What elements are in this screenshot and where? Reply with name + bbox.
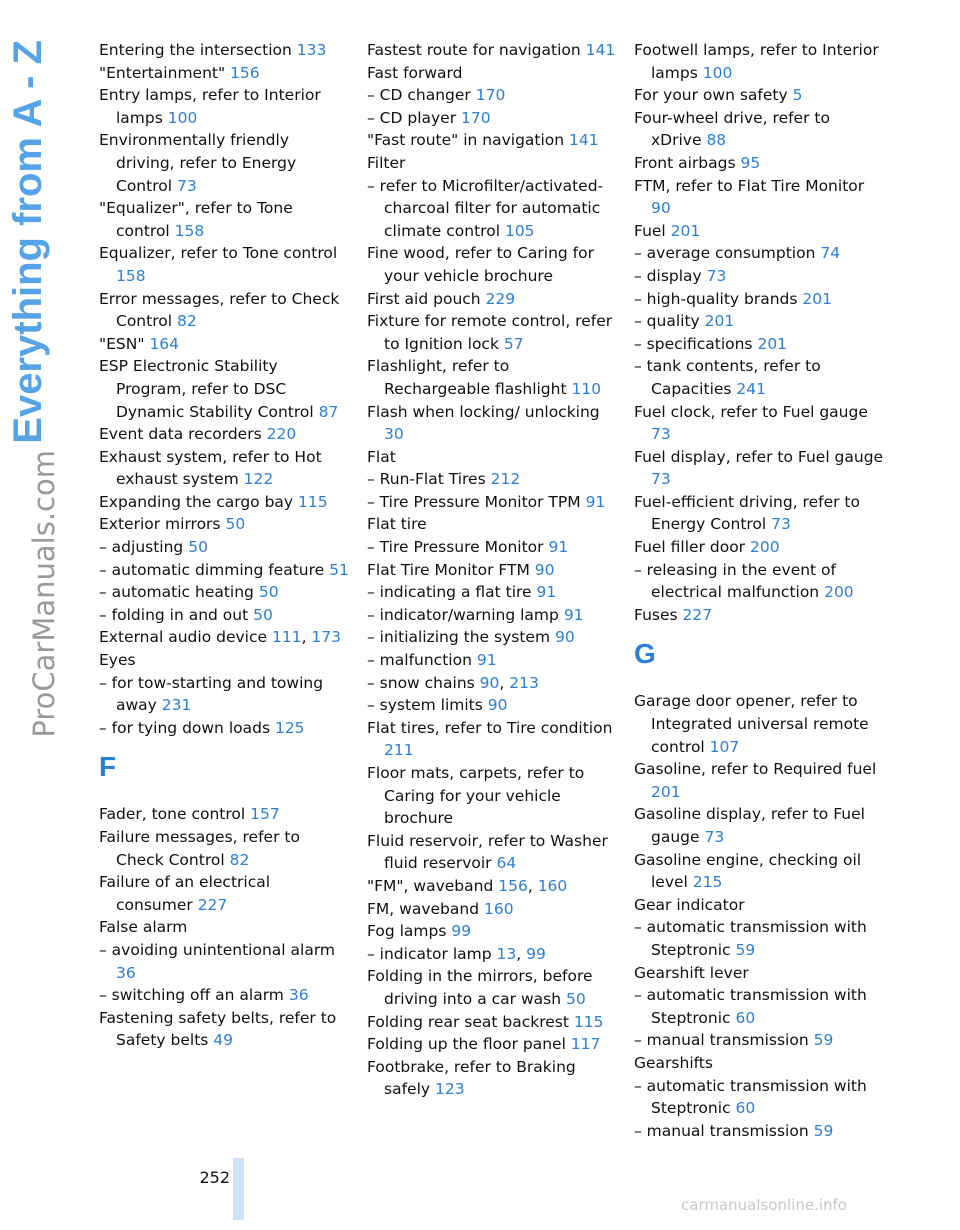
index-entry: – indicator lamp 13, 99 — [367, 944, 546, 963]
page-reference-link[interactable]: 170 — [475, 86, 506, 105]
page-reference-link[interactable]: 227 — [197, 895, 228, 914]
page-reference-link[interactable]: 90 — [487, 696, 508, 715]
index-entry-term: – refer to Microfilter/activated-charcoal filter for automatic climate control — [367, 176, 604, 240]
index-entry — [367, 536, 617, 559]
index-entry-term: Fuel clock, refer to Fuel gauge — [634, 402, 868, 421]
index-entry-term: Fog lamps — [367, 922, 447, 941]
index-entry — [367, 920, 617, 943]
index-entry-term: Front airbags — [634, 153, 736, 172]
index-entry-term: Exhaust system, refer to Hot exhaust system — [99, 447, 322, 489]
page-reference-link[interactable]: 125 — [274, 718, 305, 737]
index-entry — [367, 175, 617, 243]
index-entry — [634, 1052, 884, 1075]
page-reference-link[interactable]: 227 — [682, 605, 713, 624]
page-reference-link[interactable]: 215 — [692, 873, 723, 892]
page-reference-link[interactable]: 157 — [250, 805, 280, 824]
index-entry-term: – CD changer — [367, 86, 471, 105]
index-entry — [634, 536, 884, 559]
index-entry-term: Fuel — [634, 221, 666, 240]
page-reference-link[interactable]: 111 — [271, 628, 302, 647]
index-entry — [99, 916, 349, 939]
index-entry-term: Gasoline engine, checking oil level — [634, 850, 862, 892]
index-entry — [99, 604, 349, 627]
index-entry — [367, 513, 617, 536]
index-entry — [367, 1056, 617, 1101]
page-reference-link[interactable]: 122 — [243, 470, 274, 489]
page-reference-link[interactable]: 156 — [230, 63, 260, 82]
index-letter-heading: G — [634, 638, 656, 670]
index-entry — [634, 559, 884, 604]
index-entry-term: Fuel display, refer to Fuel gauge — [634, 447, 884, 466]
index-entry — [99, 581, 349, 604]
page-reference-link[interactable]: 213 — [509, 673, 539, 692]
index-entry — [367, 446, 617, 469]
index-entry — [367, 559, 617, 582]
index-entry — [634, 758, 884, 803]
index-entry — [634, 894, 884, 917]
page-reference-link[interactable]: 82 — [176, 312, 197, 331]
page-reference-link[interactable]: 73 — [771, 515, 791, 534]
page-reference-link[interactable]: 82 — [229, 850, 250, 869]
index-column-2 — [367, 39, 617, 1101]
index-column-1 — [99, 39, 349, 1052]
index-entry-term: Failure of an electrical consumer — [99, 873, 271, 914]
source-watermark — [24, 450, 64, 1230]
index-entry-term: Folding in the mirrors, before driving into a car wash — [367, 967, 593, 1008]
page-reference-link[interactable]: 99 — [526, 944, 546, 963]
index-entry-term: – specifications — [634, 334, 753, 353]
index-entry-term: Entry lamps, refer to Interior lamps — [99, 86, 321, 127]
page-reference-link[interactable]: 100 — [167, 108, 198, 127]
index-entry-term: – automatic transmission with Steptronic — [634, 918, 867, 959]
index-entry — [634, 288, 884, 311]
index-entry-term: – releasing in the event of electrical malfunction — [634, 560, 836, 602]
page-number: 252 — [199, 1168, 230, 1187]
index-entry-term: Flat Tire Monitor FTM — [367, 560, 530, 579]
index-entry — [634, 152, 884, 175]
index-entry-term: Environmentally friendly driving, refer to Energy Control — [99, 131, 297, 195]
index-entry: "FM", waveband 156, 160 — [367, 876, 568, 895]
index-entry-term: First aid pouch — [367, 289, 481, 308]
index-entry-term: Flash when locking/ unlocking — [367, 402, 600, 421]
index-entry-term: Fastening safety belts, refer to Safety belts — [99, 1008, 337, 1050]
index-entry-term: Equalizer, refer to Tone control — [99, 244, 338, 263]
index-entry-term: ESP Electronic Stability Program, refer to DSC Dynamic Stability Control — [99, 357, 314, 421]
index-entry — [634, 491, 884, 536]
index-entry-term: – Run-Flat Tires — [367, 470, 486, 489]
index-entry-term: – display — [634, 266, 702, 285]
index-entry-term: "FM", waveband — [367, 876, 494, 895]
index-entry — [99, 513, 349, 536]
index-entry-term: False alarm — [99, 918, 188, 937]
index-entry-term: – manual transmission — [634, 1031, 809, 1050]
index-entry — [367, 649, 617, 672]
page-reference-link[interactable]: 73 — [651, 425, 671, 444]
page-reference-link[interactable]: 90 — [534, 560, 555, 579]
index-entry — [634, 355, 884, 400]
page-reference-link[interactable]: 220 — [266, 425, 297, 444]
page-reference-link[interactable]: 156 — [498, 876, 528, 895]
page-reference-link[interactable]: 141 — [585, 41, 616, 59]
index-entry-term: "Equalizer", refer to Tone control — [99, 199, 293, 240]
index-entry-term: – average consumption — [634, 244, 816, 263]
index-entry-term: – automatic transmission with Steptronic — [634, 986, 867, 1027]
source-watermark-text: ProCarManuals.com — [27, 450, 61, 738]
index-entry — [634, 84, 884, 107]
page-reference-link[interactable]: 49 — [213, 1031, 234, 1050]
page-reference-link[interactable]: 133 — [296, 41, 327, 59]
index-entry-term: Folding up the floor panel — [367, 1035, 566, 1054]
page-reference-link[interactable]: 73 — [706, 266, 727, 285]
index-entry-term: – Tire Pressure Monitor TPM — [367, 492, 581, 511]
index-entry — [99, 423, 349, 446]
page-reference-link[interactable]: 50 — [225, 515, 246, 534]
index-entry — [367, 604, 617, 627]
index-entry — [367, 355, 617, 400]
page-reference-link[interactable]: 57 — [503, 334, 524, 353]
index-entry-term: Fuel-efficient driving, refer to Energy Control — [634, 492, 860, 534]
index-entry-term: Floor mats, carpets, refer to Caring for your vehicle brochure — [367, 764, 585, 828]
index-entry-term: Filter — [367, 153, 406, 172]
index-entry-term: Fuses — [634, 605, 678, 624]
page-reference-link[interactable]: 201 — [757, 334, 788, 353]
index-entry — [99, 939, 349, 984]
page-reference-link[interactable]: 99 — [451, 922, 472, 941]
page-accent-bar — [233, 1158, 244, 1220]
index-entry-term: Fluid reservoir, refer to Washer fluid reservoir — [367, 831, 608, 873]
index-entry — [99, 649, 349, 672]
index-entry-term: Expanding the cargo bay — [99, 492, 294, 511]
index-entry-term: Gearshifts — [634, 1053, 713, 1072]
index-entry — [367, 1033, 617, 1056]
page-reference-link[interactable]: 107 — [709, 737, 740, 756]
page-reference-link[interactable]: 64 — [496, 854, 517, 873]
index-entry-term: – automatic dimming feature — [99, 560, 325, 579]
index-entry-term: – for tow-starting and towing away — [99, 673, 324, 715]
index-entry-term: – system limits — [367, 696, 483, 715]
index-entry — [634, 446, 884, 491]
index-entry-term: – tank contents, refer to Capacities — [634, 357, 821, 398]
index-entry-term: Four-wheel drive, refer to xDrive — [634, 108, 830, 150]
page-reference-link[interactable]: 50 — [565, 989, 586, 1008]
index-entry-term: Fastest route for navigation — [367, 41, 581, 59]
index-entry — [634, 242, 884, 265]
page-reference-link[interactable]: 30 — [384, 425, 404, 444]
index-entry — [634, 220, 884, 243]
index-entry — [367, 468, 617, 491]
index-entry-term: – indicator/warning lamp — [367, 605, 559, 624]
index-entry-term: Fine wood, refer to Caring for your vehicle brochure — [367, 244, 594, 285]
page-reference-link[interactable]: 201 — [651, 782, 681, 801]
page-reference-link[interactable]: 201 — [802, 289, 832, 308]
page-reference-link[interactable]: 90 — [651, 199, 671, 218]
page-reference-link[interactable]: 158 — [116, 266, 146, 285]
page-reference-link[interactable]: 158 — [174, 221, 205, 240]
index-entry — [634, 803, 884, 848]
index-entry-term: – automatic transmission with Steptronic — [634, 1076, 867, 1118]
index-entry-term: Gearshift lever — [634, 963, 749, 982]
index-entry-term: Flashlight, refer to Rechargeable flashlight — [367, 357, 567, 398]
index-entry-term: Error messages, refer to Check Control — [99, 289, 340, 331]
index-entry — [367, 39, 617, 62]
page-reference-link[interactable]: 141 — [569, 131, 599, 150]
page-reference-link[interactable]: 117 — [570, 1035, 601, 1054]
index-entry — [634, 39, 884, 84]
page-reference-link[interactable]: 51 — [329, 560, 349, 579]
index-entry — [634, 107, 884, 152]
index-entry — [99, 84, 349, 129]
index-entry — [367, 965, 617, 1010]
page-reference-link[interactable]: 229 — [485, 289, 516, 308]
index-entry-term: "Entertainment" — [99, 63, 226, 82]
index-entry-term: Exterior mirrors — [99, 515, 221, 534]
index-entry-term: Event data recorders — [99, 425, 262, 444]
index-entry — [99, 242, 349, 287]
page-reference-link[interactable]: 110 — [571, 379, 602, 398]
index-entry — [634, 604, 884, 627]
index-letter-heading: F — [99, 751, 117, 783]
index-entry-term: – snow chains — [367, 673, 475, 692]
page-reference-link[interactable]: 241 — [736, 379, 767, 398]
index-entry — [634, 1075, 884, 1120]
index-entry — [367, 1011, 617, 1034]
index-entry — [99, 491, 349, 514]
index-entry — [99, 446, 349, 491]
index-entry — [634, 1029, 884, 1052]
index-entry-term: Fast forward — [367, 63, 463, 82]
footer-watermark: carmanualsonline.info — [681, 1196, 847, 1214]
index-entry-term: External audio device — [99, 628, 268, 647]
page-reference-link[interactable]: 60 — [735, 1008, 756, 1027]
index-entry — [367, 84, 617, 107]
index-entry — [367, 288, 617, 311]
index-entry-term: – manual transmission — [634, 1121, 809, 1140]
index-entry — [367, 898, 617, 921]
index-entry — [99, 62, 349, 85]
index-entry-term: – malfunction — [367, 651, 472, 670]
index-entry-term: FTM, refer to Flat Tire Monitor — [634, 176, 865, 195]
page-reference-link[interactable]: 50 — [253, 605, 273, 624]
page-reference-link[interactable]: 200 — [824, 583, 854, 602]
page-reference-link[interactable]: 73 — [176, 176, 197, 195]
index-entry — [99, 39, 349, 62]
page-reference-link[interactable]: 160 — [537, 876, 568, 895]
index-entry-term: Footwell lamps, refer to Interior lamps — [634, 41, 879, 82]
index-entry: – snow chains 90, 213 — [367, 673, 539, 692]
page-reference-link[interactable]: 60 — [735, 1099, 756, 1118]
page-reference-link[interactable]: 13 — [496, 944, 517, 963]
index-entry — [367, 310, 617, 355]
page-reference-link[interactable]: 115 — [298, 492, 328, 511]
index-entry-term: – CD player — [367, 108, 457, 127]
page-reference-link[interactable]: 90 — [479, 673, 500, 692]
page-reference-link[interactable]: 59 — [813, 1121, 834, 1140]
index-entry — [99, 333, 349, 356]
index-entry — [634, 310, 884, 333]
page-reference-link[interactable]: 201 — [670, 221, 701, 240]
page-reference-link[interactable]: 90 — [554, 628, 575, 647]
index-entry-term: – switching off an alarm — [99, 986, 284, 1005]
page-reference-link[interactable]: 87 — [318, 402, 339, 421]
index-entry — [99, 871, 349, 916]
index-entry — [367, 242, 617, 287]
index-entry — [367, 107, 617, 130]
index-entry — [99, 803, 349, 826]
index-entry — [634, 984, 884, 1029]
index-entry-term: Eyes — [99, 651, 136, 670]
index-entry-term: Gear indicator — [634, 895, 745, 914]
page-reference-link[interactable]: 36 — [116, 963, 136, 982]
page-reference-link[interactable]: 201 — [704, 312, 735, 331]
index-entry — [99, 288, 349, 333]
index-entry — [367, 717, 617, 762]
index-entry — [99, 129, 349, 197]
index-entry — [99, 826, 349, 871]
page-reference-link[interactable]: 91 — [563, 605, 584, 624]
index-entry — [99, 197, 349, 242]
page-reference-link[interactable]: 88 — [706, 131, 727, 150]
index-entry — [99, 559, 349, 582]
page-reference-link[interactable]: 36 — [288, 986, 309, 1005]
index-entry — [634, 962, 884, 985]
index-entry — [634, 333, 884, 356]
page-reference-link[interactable]: 200 — [750, 538, 780, 557]
index-entry — [99, 717, 349, 740]
index-entry-term: For your own safety — [634, 86, 788, 105]
index-entry-term: Flat — [367, 447, 396, 466]
index-entry — [99, 984, 349, 1007]
page-reference-link[interactable]: 123 — [434, 1080, 465, 1099]
index-entry — [99, 672, 349, 717]
index-entry-term: – high-quality brands — [634, 289, 798, 308]
page-reference-link[interactable]: 160 — [483, 899, 514, 918]
page-reference-link[interactable]: 59 — [813, 1031, 834, 1050]
index-entry — [367, 762, 617, 830]
index-entry-term: Folding rear seat backrest — [367, 1012, 569, 1031]
index-entry-term: FM, waveband — [367, 899, 480, 918]
index-entry — [634, 916, 884, 961]
index-entry-term: Flat tires, refer to Tire condition — [367, 718, 613, 737]
page-reference-link[interactable]: 50 — [188, 538, 208, 557]
index-entry-term: – automatic heating — [99, 583, 254, 602]
index-entry-term: "Fast route" in navigation — [367, 131, 565, 150]
page-reference-link[interactable]: 173 — [311, 628, 342, 647]
index-entry — [99, 536, 349, 559]
index-entry — [367, 62, 617, 85]
page-reference-link[interactable]: 100 — [702, 63, 733, 82]
page-reference-link[interactable]: 50 — [258, 583, 279, 602]
index-entry-term: Entering the intersection — [99, 41, 292, 59]
page-reference-link[interactable]: 73 — [651, 470, 671, 489]
page-reference-link[interactable]: 91 — [548, 538, 569, 557]
index-entry-term: Footbrake, refer to Braking safely — [367, 1057, 576, 1099]
page-reference-link[interactable]: 211 — [384, 741, 414, 760]
index-entry-term: Failure messages, refer to Check Control — [99, 828, 300, 869]
index-entry-term: Fixture for remote control, refer to Ignition lock — [367, 312, 613, 353]
page-reference-link[interactable]: 91 — [585, 492, 606, 511]
page-reference-link[interactable]: 212 — [490, 470, 521, 489]
index-entry — [634, 849, 884, 894]
index-entry — [634, 401, 884, 446]
page-reference-link[interactable]: 105 — [504, 221, 535, 240]
index-entry — [634, 690, 884, 758]
index-entry — [367, 129, 617, 152]
page-reference-link[interactable]: 5 — [792, 86, 803, 105]
section-side-title — [2, 40, 54, 470]
index-entry-term: – for tying down loads — [99, 718, 271, 737]
index-entry — [367, 491, 617, 514]
index-entry-term: Fuel filler door — [634, 538, 746, 557]
index-entry — [367, 626, 617, 649]
page-reference-link[interactable]: 164 — [149, 334, 180, 353]
page-reference-link[interactable]: 95 — [740, 153, 761, 172]
page-reference-link[interactable]: 59 — [735, 940, 756, 959]
index-entry-term: – avoiding unintentional alarm — [99, 940, 336, 959]
index-entry-term: – folding in and out — [99, 605, 249, 624]
index-entry-term: Gasoline, refer to Required fuel — [634, 760, 877, 779]
index-entry — [367, 581, 617, 604]
page-reference-link[interactable]: 73 — [704, 828, 725, 846]
index-entry-term: – initializing the system — [367, 628, 551, 647]
page-reference-link[interactable]: 74 — [820, 244, 841, 263]
page-reference-link[interactable]: 91 — [476, 651, 497, 670]
index-entry-term: Flat tire — [367, 515, 427, 534]
section-title-text: Everything from A - Z — [6, 40, 50, 444]
index-entry-term: – indicator lamp — [367, 944, 492, 963]
index-entry: External audio device 111, 173 — [99, 628, 342, 647]
index-entry — [634, 265, 884, 288]
index-entry — [634, 175, 884, 220]
index-entry — [367, 830, 617, 875]
index-entry-term: Fader, tone control — [99, 805, 246, 824]
index-column-3 — [634, 39, 884, 1142]
index-entry — [367, 401, 617, 446]
page-reference-link[interactable]: 170 — [461, 108, 491, 127]
index-entry — [634, 1120, 884, 1143]
index-entry-term: Gasoline display, refer to Fuel gauge — [634, 805, 865, 846]
index-entry — [99, 355, 349, 423]
index-entry — [367, 694, 617, 717]
index-entry-term: – Tire Pressure Monitor — [367, 538, 544, 557]
index-entry-term: – adjusting — [99, 538, 184, 557]
page-reference-link[interactable]: 231 — [161, 696, 192, 715]
index-entry — [367, 152, 617, 175]
index-entry-term: – quality — [634, 312, 700, 331]
index-entry-term: "ESN" — [99, 334, 145, 353]
index-entry-term: Garage door opener, refer to Integrated universal remote control — [634, 692, 869, 756]
index-entry — [99, 1007, 349, 1052]
page-reference-link[interactable]: 91 — [536, 583, 557, 602]
page-reference-link[interactable]: 115 — [573, 1012, 604, 1031]
index-entry-term: – indicating a flat tire — [367, 583, 532, 602]
